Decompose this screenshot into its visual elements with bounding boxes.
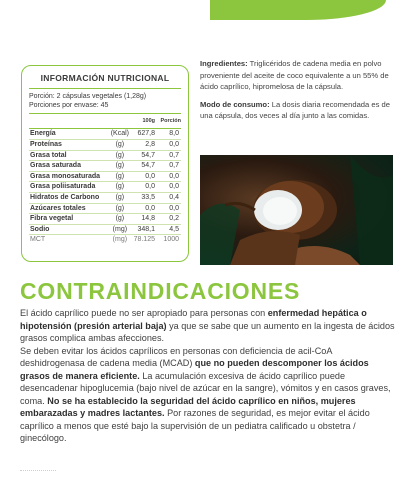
servings-per-container: Porciones por envase: 45 [29,102,109,110]
nutrient-value-portion: 0,0 [155,171,181,182]
ingredients-paragraph [200,58,400,93]
product-info [200,58,400,128]
nutrition-title: INFORMACIÓN NUTRICIONAL [29,72,181,89]
nutrition-facts-table [21,65,189,262]
contra-p2-bold-2: No se ha establecido la seguridad del ácido caprílico en niños, mujeres embarazadas y madres lactantes. [20,395,356,418]
nutrient-row [29,235,181,245]
nutrient-name: Azúcares totales [29,203,107,214]
nutrient-unit: (g) [107,171,129,182]
nutrient-value-100g: 2,8 [129,140,155,151]
top-accent-bar [210,0,386,20]
nutrient-row [29,171,181,182]
nutrient-name: Energía [30,130,56,138]
usage-label: Modo de consumo: [200,99,270,109]
nutrient-value-100g: 54,7 [129,150,155,161]
divider [20,470,56,474]
contra-p2-text-a: Se deben evitar los ácidos caprílicos en personas con deficiencia de acil-CoA deshidrogenasa de cadena media (MCAD) [20,345,332,368]
nutrient-value-100g: 54,7 [129,161,155,172]
nutrient-value-100g: 348,1 [129,224,155,235]
nutrient-row [29,203,181,214]
ingredients-text: Triglicéridos de cadena media en polvo proveniente del aceite de coco equivalente a un 55% de ácido caprílico, hipromelosa de la cápsula. [200,59,389,92]
nutrient-unit: (g) [107,203,129,214]
serving-info [29,89,181,114]
nutrient-row [29,161,181,172]
usage-paragraph [200,99,400,122]
coconut-photo [200,155,393,265]
nutrient-name: Fibra vegetal [29,214,107,225]
nutrient-name: Grasa saturada [29,161,107,172]
nutrient-unit: (mg) [107,224,129,235]
nutrient-value-100g: 33,5 [129,192,155,203]
serving-size: Porción: 2 cápsulas vegetales (1,28g) [29,93,147,101]
contraindications-body [20,307,396,445]
nutrient-row [29,192,181,203]
nutrient-unit: (g) [107,140,129,151]
nutrient-row [29,150,181,161]
nutrient-row [29,129,181,140]
nutrient-value-portion: 0,4 [155,192,181,203]
contra-paragraph-1 [20,307,396,345]
nutrient-value-100g: 627,8 [137,130,155,138]
nutrient-row [29,182,181,193]
nutrient-name: Grasa monosaturada [29,171,107,182]
nutrient-name: Hidratos de Carbono [29,192,107,203]
nutrient-row [29,140,181,151]
nutrient-name: Proteínas [29,140,107,151]
nutrient-value-portion: 0,2 [155,214,181,225]
nutrient-value-portion: 0,0 [155,203,181,214]
nutrient-name: Grasa total [29,150,107,161]
usage-text: La dosis diaria recomendada es de una cápsula, dos veces al día junto a las comidas. [200,99,390,121]
nutrient-value-100g: 0,0 [129,203,155,214]
nutrient-value-portion: 8,0 [169,130,179,138]
col-100g-header: 100g [129,114,155,129]
nutrient-name: Sodio [29,224,107,235]
nutrient-row [29,214,181,225]
contra-p2-bold-1: que no pueden descomponer los ácidos grasos de manera eficiente. [20,358,369,381]
nutrient-value-portion: 0,7 [155,161,181,172]
contra-p1-text-c: ya que se sabe que un aumento en la ingesta de ácidos grasos complica ambas afecciones. [20,320,395,343]
nutrient-value-100g: 78.125 [129,235,155,245]
nutrient-name: Grasa poliisaturada [29,182,107,193]
nutrient-value-portion: 4,5 [155,224,181,235]
nutrient-value-portion: 0,7 [155,150,181,161]
nutrient-unit: (g) [107,214,129,225]
nutrient-value-100g: 14,8 [129,214,155,225]
nutrient-unit: (g) [107,182,129,193]
nutrient-name: MCT [29,235,107,245]
nutrient-unit: (Kcal) [110,130,129,138]
contra-paragraph-2 [20,345,396,445]
nutrient-value-100g: 0,0 [129,182,155,193]
contraindications-heading: CONTRAINDICACIONES [20,278,301,304]
nutrient-unit: (mg) [107,235,129,245]
contra-p2-text-e: Por razones de seguridad, es mejor evitar el ácido caprílico a menos que esté bajo la supervisión de un pediatra calificado u obstetra / ginecólogo. [20,408,370,443]
nutrient-value-portion: 0,0 [155,140,181,151]
ingredients-label: Ingredientes: [200,59,248,68]
nutrient-unit: (g) [107,161,129,172]
nutrient-header-row [29,114,181,129]
nutrient-value-100g: 0,0 [129,171,155,182]
coconut-illustration [200,155,393,265]
contra-p2-text-c: La acumulación excesiva de ácido caprílico puede desencadenar hipoglucemia (bajo nivel de azúcar en la sangre), vómitos y en casos graves, coma. [20,370,391,406]
nutrient-unit: (g) [107,192,129,203]
col-portion-header: Porción [155,114,181,129]
contra-p1-text-a: El ácido caprílico puede no ser apropiado para personas con [20,308,268,318]
contra-p1-bold: enfermedad hepática o hipotensión (presión arterial baja) [20,308,367,331]
nutrient-value-portion: 1000 [155,235,181,245]
nutrient-value-portion: 0,0 [155,182,181,193]
nutrient-row [29,224,181,235]
nutrient-unit: (g) [107,150,129,161]
nutrient-table [29,114,181,245]
